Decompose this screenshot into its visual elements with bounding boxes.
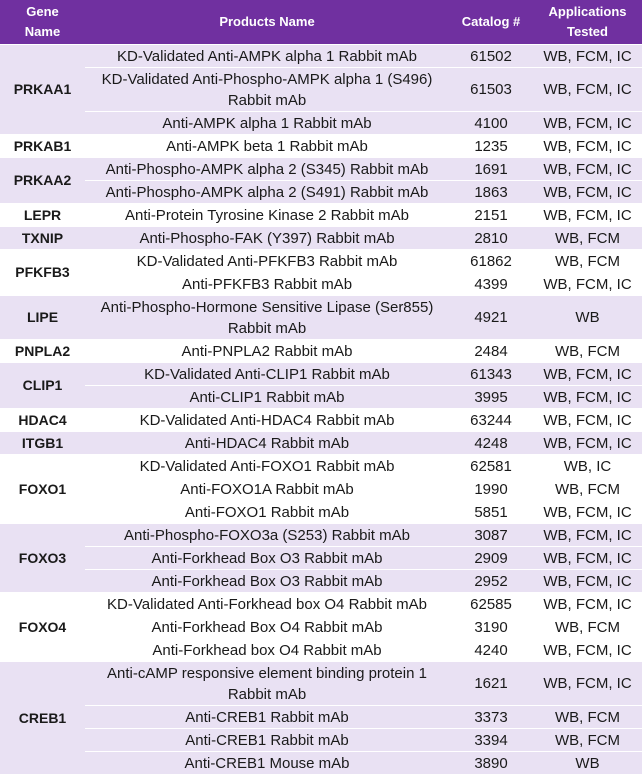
catalog-number-cell: 1621 (449, 662, 533, 706)
product-name-cell: Anti-Phospho-Hormone Sensitive Lipase (Ser855) Rabbit mAb (85, 296, 449, 340)
catalog-number-cell: 4248 (449, 432, 533, 455)
applications-cell: WB, FCM (533, 340, 642, 363)
applications-cell: WB, FCM (533, 227, 642, 250)
product-name-cell: KD-Validated Anti-PFKFB3 Rabbit mAb (85, 250, 449, 273)
catalog-number-cell: 61503 (449, 68, 533, 112)
applications-cell: WB, FCM (533, 478, 642, 501)
applications-cell: WB, FCM, IC (533, 639, 642, 662)
gene-name-cell: LEPR (0, 204, 85, 227)
applications-cell: WB, FCM (533, 250, 642, 273)
catalog-number-cell: 1235 (449, 135, 533, 158)
table-row (0, 752, 642, 775)
product-name-cell: Anti-CREB1 Rabbit mAb (85, 706, 449, 729)
gene-name-cell: CREB1 (0, 662, 85, 775)
gene-group (0, 45, 642, 135)
table-row (0, 639, 642, 662)
product-name-cell: KD-Validated Anti-HDAC4 Rabbit mAb (85, 409, 449, 432)
product-name-cell: KD-Validated Anti-CLIP1 Rabbit mAb (85, 363, 449, 386)
gene-group (0, 409, 642, 432)
applications-cell: WB, FCM, IC (533, 158, 642, 181)
product-name-cell: KD-Validated Anti-FOXO1 Rabbit mAb (85, 455, 449, 478)
table-row (0, 432, 642, 455)
product-name-cell: Anti-FOXO1A Rabbit mAb (85, 478, 449, 501)
table-row (0, 409, 642, 432)
applications-cell: WB, FCM, IC (533, 45, 642, 68)
applications-cell: WB, FCM, IC (533, 662, 642, 706)
gene-group (0, 363, 642, 409)
product-name-cell: Anti-PNPLA2 Rabbit mAb (85, 340, 449, 363)
gene-name-cell: HDAC4 (0, 409, 85, 432)
table-row (0, 501, 642, 524)
gene-name-cell: LIPE (0, 296, 85, 340)
catalog-number-cell: 3190 (449, 616, 533, 639)
header-gene-name (0, 0, 85, 45)
product-name-cell: Anti-FOXO1 Rabbit mAb (85, 501, 449, 524)
applications-cell: WB, IC (533, 455, 642, 478)
header-products-name: Products Name (85, 0, 449, 45)
table-row (0, 112, 642, 135)
catalog-number-cell: 5851 (449, 501, 533, 524)
applications-cell: WB, FCM, IC (533, 570, 642, 593)
table-row (0, 478, 642, 501)
product-name-cell: Anti-Forkhead box O4 Rabbit mAb (85, 639, 449, 662)
table-row (0, 386, 642, 409)
gene-group (0, 135, 642, 158)
gene-name-cell: PRKAB1 (0, 135, 85, 158)
product-name-cell: Anti-Phospho-AMPK alpha 2 (S491) Rabbit mAb (85, 181, 449, 204)
table-row (0, 296, 642, 340)
applications-cell: WB, FCM, IC (533, 432, 642, 455)
catalog-number-cell: 4100 (449, 112, 533, 135)
applications-cell: WB, FCM, IC (533, 273, 642, 296)
product-name-cell: Anti-CLIP1 Rabbit mAb (85, 386, 449, 409)
gene-name-cell: FOXO4 (0, 593, 85, 662)
product-name-cell: Anti-CREB1 Rabbit mAb (85, 729, 449, 752)
header-row (0, 0, 642, 45)
table-row (0, 455, 642, 478)
table-row (0, 45, 642, 68)
header-gene-line2: Name (24, 24, 61, 39)
gene-group (0, 455, 642, 524)
product-name-cell: KD-Validated Anti-Phospho-AMPK alpha 1 (S496) Rabbit mAb (85, 68, 449, 112)
gene-group (0, 340, 642, 363)
table-row (0, 570, 642, 593)
gene-group (0, 593, 642, 662)
header-apps-line1: Applications (548, 4, 627, 19)
gene-name-cell: PFKFB3 (0, 250, 85, 296)
catalog-number-cell: 3373 (449, 706, 533, 729)
gene-group (0, 204, 642, 227)
table-row (0, 363, 642, 386)
product-name-cell: Anti-Forkhead Box O3 Rabbit mAb (85, 547, 449, 570)
table-row (0, 68, 642, 112)
table-row (0, 616, 642, 639)
applications-cell: WB, FCM, IC (533, 363, 642, 386)
table-row (0, 273, 642, 296)
gene-group (0, 662, 642, 775)
applications-cell: WB (533, 752, 642, 775)
table-row (0, 227, 642, 250)
applications-cell: WB, FCM, IC (533, 112, 642, 135)
catalog-number-cell: 2810 (449, 227, 533, 250)
gene-name-cell: FOXO1 (0, 455, 85, 524)
catalog-number-cell: 4921 (449, 296, 533, 340)
product-name-cell: Anti-Phospho-FAK (Y397) Rabbit mAb (85, 227, 449, 250)
catalog-number-cell: 63244 (449, 409, 533, 432)
applications-cell: WB, FCM, IC (533, 501, 642, 524)
gene-group (0, 227, 642, 250)
table-row (0, 181, 642, 204)
gene-name-cell: TXNIP (0, 227, 85, 250)
product-name-cell: Anti-CREB1 Mouse mAb (85, 752, 449, 775)
catalog-number-cell: 1990 (449, 478, 533, 501)
table-row (0, 158, 642, 181)
applications-cell: WB, FCM, IC (533, 386, 642, 409)
applications-cell: WB, FCM (533, 616, 642, 639)
product-name-cell: KD-Validated Anti-Forkhead box O4 Rabbit mAb (85, 593, 449, 616)
applications-cell: WB, FCM, IC (533, 135, 642, 158)
catalog-number-cell: 3394 (449, 729, 533, 752)
gene-name-cell: PRKAA2 (0, 158, 85, 204)
gene-group (0, 432, 642, 455)
applications-cell: WB, FCM (533, 706, 642, 729)
header-gene-line1: Gene (26, 4, 59, 19)
product-name-cell: Anti-PFKFB3 Rabbit mAb (85, 273, 449, 296)
table-row (0, 662, 642, 706)
applications-cell: WB, FCM, IC (533, 204, 642, 227)
product-name-cell: Anti-AMPK alpha 1 Rabbit mAb (85, 112, 449, 135)
gene-name-cell: PRKAA1 (0, 45, 85, 135)
table-row (0, 204, 642, 227)
applications-cell: WB, FCM, IC (533, 68, 642, 112)
table-row (0, 340, 642, 363)
product-name-cell: Anti-Phospho-AMPK alpha 2 (S345) Rabbit mAb (85, 158, 449, 181)
product-name-cell: KD-Validated Anti-AMPK alpha 1 Rabbit mAb (85, 45, 449, 68)
product-name-cell: Anti-Phospho-FOXO3a (S253) Rabbit mAb (85, 524, 449, 547)
applications-cell: WB, FCM, IC (533, 593, 642, 616)
table-row (0, 250, 642, 273)
applications-cell: WB, FCM, IC (533, 547, 642, 570)
catalog-number-cell: 2484 (449, 340, 533, 363)
gene-name-cell: CLIP1 (0, 363, 85, 409)
product-name-cell: Anti-HDAC4 Rabbit mAb (85, 432, 449, 455)
applications-cell: WB (533, 296, 642, 340)
gene-name-cell: PNPLA2 (0, 340, 85, 363)
table-row (0, 135, 642, 158)
catalog-number-cell: 2952 (449, 570, 533, 593)
catalog-number-cell: 4399 (449, 273, 533, 296)
catalog-number-cell: 61862 (449, 250, 533, 273)
table-header (0, 0, 642, 45)
catalog-number-cell: 62581 (449, 455, 533, 478)
catalog-number-cell: 3087 (449, 524, 533, 547)
table-row (0, 706, 642, 729)
catalog-number-cell: 1691 (449, 158, 533, 181)
applications-cell: WB, FCM, IC (533, 181, 642, 204)
table-row (0, 547, 642, 570)
product-name-cell: Anti-Protein Tyrosine Kinase 2 Rabbit mAb (85, 204, 449, 227)
catalog-number-cell: 61343 (449, 363, 533, 386)
applications-cell: WB, FCM, IC (533, 524, 642, 547)
catalog-number-cell: 62585 (449, 593, 533, 616)
gene-group (0, 296, 642, 340)
gene-group (0, 158, 642, 204)
catalog-number-cell: 3995 (449, 386, 533, 409)
table-row (0, 729, 642, 752)
product-name-cell: Anti-AMPK beta 1 Rabbit mAb (85, 135, 449, 158)
gene-name-cell: ITGB1 (0, 432, 85, 455)
header-catalog: Catalog # (449, 0, 533, 45)
gene-group (0, 250, 642, 296)
catalog-number-cell: 4240 (449, 639, 533, 662)
catalog-number-cell: 2151 (449, 204, 533, 227)
table-row (0, 524, 642, 547)
product-name-cell: Anti-Forkhead Box O4 Rabbit mAb (85, 616, 449, 639)
table-row (0, 593, 642, 616)
product-name-cell: Anti-Forkhead Box O3 Rabbit mAb (85, 570, 449, 593)
applications-cell: WB, FCM, IC (533, 409, 642, 432)
catalog-number-cell: 1863 (449, 181, 533, 204)
catalog-number-cell: 61502 (449, 45, 533, 68)
catalog-number-cell: 3890 (449, 752, 533, 775)
gene-name-cell: FOXO3 (0, 524, 85, 593)
gene-group (0, 524, 642, 593)
header-applications (533, 0, 642, 45)
applications-cell: WB, FCM (533, 729, 642, 752)
catalog-number-cell: 2909 (449, 547, 533, 570)
product-name-cell: Anti-cAMP responsive element binding protein 1 Rabbit mAb (85, 662, 449, 706)
header-apps-line2: Tested (567, 24, 608, 39)
